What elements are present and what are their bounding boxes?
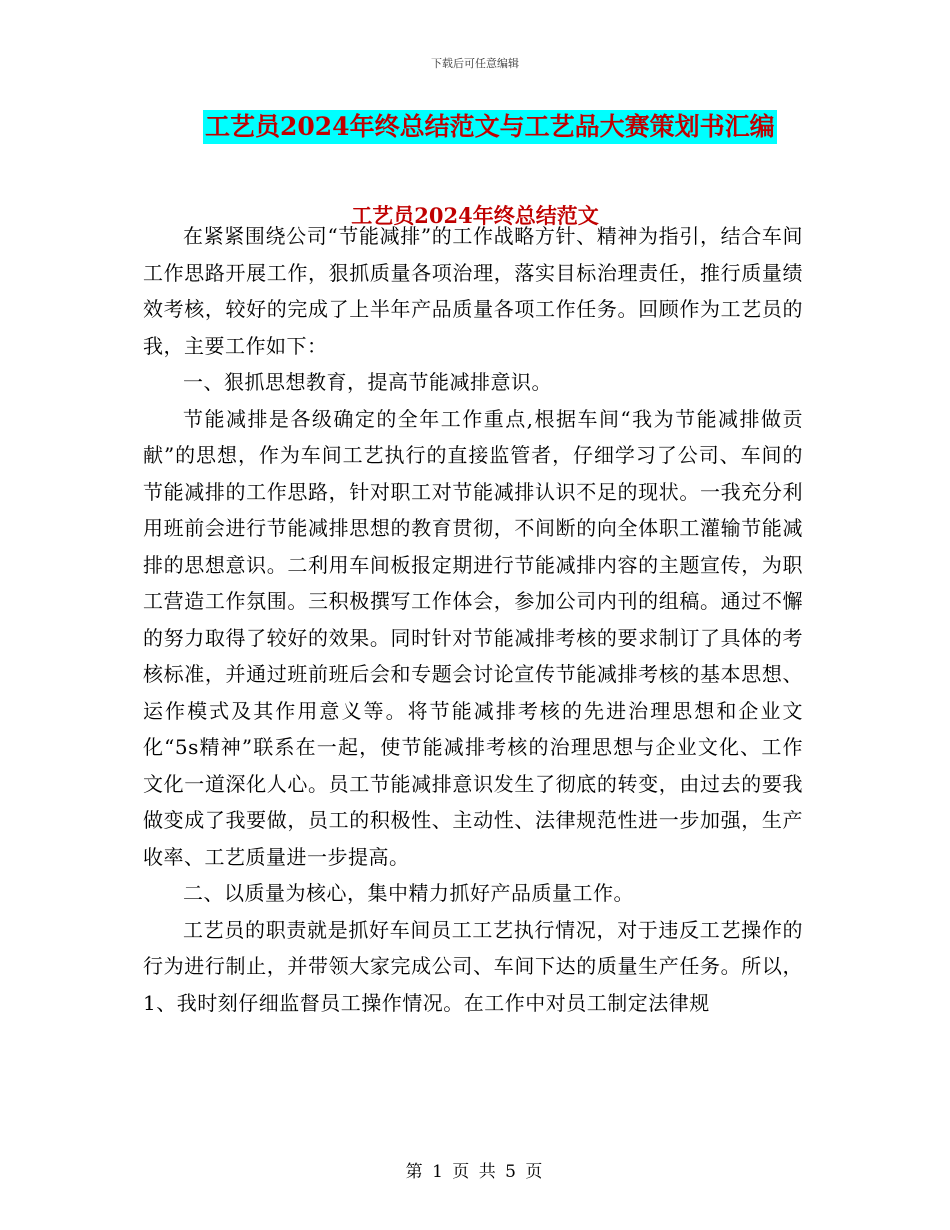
- paragraph-intro: 在紧紧围绕公司“节能减排”的工作战略方针、精神为指引，结合车间工作思路开展工作，狠抓质量各项治理，落实目标治理责任，推行质量绩效考核，较好的完成了上半年产品质量各项工作任务。回顾作为工艺员的我，主要工作如下：: [143, 224, 803, 358]
- paragraph-heading-1: 一、狠抓思想教育，提高节能减排意识。: [183, 370, 552, 394]
- document-title: 工艺员2024年终总结范文与工艺品大赛策划书汇编: [203, 110, 777, 144]
- document-body: [143, 218, 803, 1021]
- paragraph-energy-saving: 节能减排是各级确定的全年工作重点,根据车间“我为节能减排做贡献”的思想，作为车间工艺执行的直接监管者，仔细学习了公司、车间的节能减排的工作思路，针对职工对节能减排认识不足的现状。一我充分利用班前会进行节能减排思想的教育贯彻，不间断的向全体职工灌输节能减排的思想意识。二利用车间板报定期进行节能减排内容的主题宣传，为职工营造工作氛围。三积极撰写工作体会，参加公司内刊的组稿。通过不懈的努力取得了较好的效果。同时针对节能减排考核的要求制订了具体的考核标准，并通过班前班后会和专题会讨论宣传节能减排考核的基本思想、运作模式及其作用意义等。将节能减排考核的先进治理思想和企业文化“5s精神”联系在一起，使节能减排考核的治理思想与企业文化、工作文化一道深化人心。员工节能减排意识发生了彻底的转变，由过去的要我做变成了我要做，员工的积极性、主动性、法律规范性进一步加强，生产收率、工艺质量进一步提高。: [143, 406, 803, 869]
- paragraph-quality: 工艺员的职责就是抓好车间员工工艺执行情况，对于违反工艺操作的行为进行制止，并带领大家完成公司、车间下达的质量生产任务。所以，1、我时刻仔细监督员工操作情况。在工作中对员工制定法律规: [143, 917, 803, 1015]
- paragraph-heading-2: 二、以质量为核心，集中精力抓好产品质量工作。: [183, 881, 634, 905]
- section-title: 工艺员2024年终总结范文: [351, 203, 599, 228]
- header-note: 下载后可任意编辑: [431, 57, 519, 70]
- page-footer: 第 1 页 共 5 页: [405, 1162, 545, 1182]
